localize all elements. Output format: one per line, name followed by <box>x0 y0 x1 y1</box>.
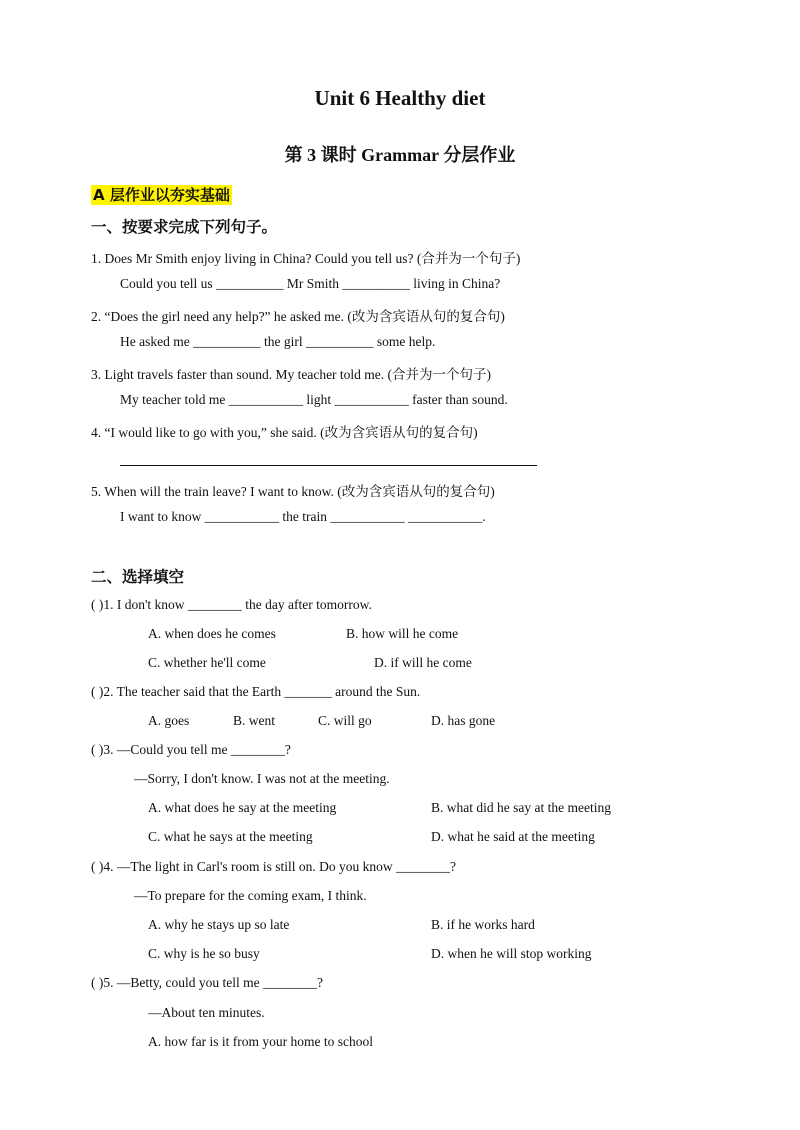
part1-heading: 一、按要求完成下列句子。 <box>91 218 278 236</box>
q1-prompt: 1. Does Mr Smith enjoy living in China? Could you tell us? (合并为一个句子) <box>91 251 521 266</box>
mc2-option-a: A. goes <box>148 713 190 728</box>
part2-heading: 二、选择填空 <box>91 568 185 586</box>
mc1-stem: ( )1. I don't know ________ the day after tomorrow. <box>91 597 372 612</box>
mc5-reply: —About ten minutes. <box>148 1005 265 1020</box>
q5-prompt: 5. When will the train leave? I want to know. (改为含宾语从句的复合句) <box>91 484 495 499</box>
mc2-stem: ( )2. The teacher said that the Earth _______ around the Sun. <box>91 684 421 699</box>
mc3-reply: —Sorry, I don't know. I was not at the meeting. <box>134 771 390 786</box>
q5-answer-line: I want to know ___________ the train ___________ ___________. <box>120 509 486 524</box>
q3-answer-line: My teacher told me ___________ light ___________ faster than sound. <box>120 392 508 407</box>
mc2-option-c: C. will go <box>318 713 372 728</box>
mc5-stem: ( )5. —Betty, could you tell me ________? <box>91 975 323 990</box>
mc3-option-a: A. what does he say at the meeting <box>148 800 337 815</box>
page-subtitle: 第 3 课时 Grammar 分层作业 <box>284 145 516 165</box>
level-a-heading: A 层作业以夯实基础 <box>93 186 230 204</box>
mc4-option-a: A. why he stays up so late <box>148 917 290 932</box>
mc4-option-c: C. why is he so busy <box>148 946 260 961</box>
mc4-option-d: D. when he will stop working <box>431 946 592 961</box>
mc3-option-b: B. what did he say at the meeting <box>431 800 611 815</box>
mc1-option-b: B. how will he come <box>346 626 459 641</box>
mc2-option-d: D. has gone <box>431 713 496 728</box>
q3-prompt: 3. Light travels faster than sound. My teacher told me. (合并为一个句子) <box>91 367 492 382</box>
q2-answer-line: He asked me __________ the girl __________ some help. <box>120 334 436 349</box>
mc4-stem: ( )4. —The light in Carl's room is still on. Do you know ________? <box>91 859 457 874</box>
q1-answer-line: Could you tell us __________ Mr Smith __________ living in China? <box>120 276 501 291</box>
page-title: Unit 6 Healthy diet <box>314 86 486 110</box>
q4-prompt: 4. “I would like to go with you,” she said. (改为含宾语从句的复合句) <box>91 425 478 440</box>
mc3-stem: ( )3. —Could you tell me ________? <box>91 742 291 757</box>
mc4-option-b: B. if he works hard <box>431 917 535 932</box>
mc1-option-d: D. if will he come <box>374 655 472 670</box>
mc3-option-c: C. what he says at the meeting <box>148 829 313 844</box>
mc1-option-a: A. when does he comes <box>148 626 276 641</box>
mc4-reply: —To prepare for the coming exam, I think. <box>134 888 367 903</box>
mc3-option-d: D. what he said at the meeting <box>431 829 595 844</box>
q4-answer-rule <box>120 465 537 466</box>
mc5-option-a: A. how far is it from your home to school <box>148 1034 373 1049</box>
mc1-option-c: C. whether he'll come <box>148 655 266 670</box>
mc2-option-b: B. went <box>233 713 275 728</box>
q2-prompt: 2. “Does the girl need any help?” he asked me. (改为含宾语从句的复合句) <box>91 309 505 324</box>
